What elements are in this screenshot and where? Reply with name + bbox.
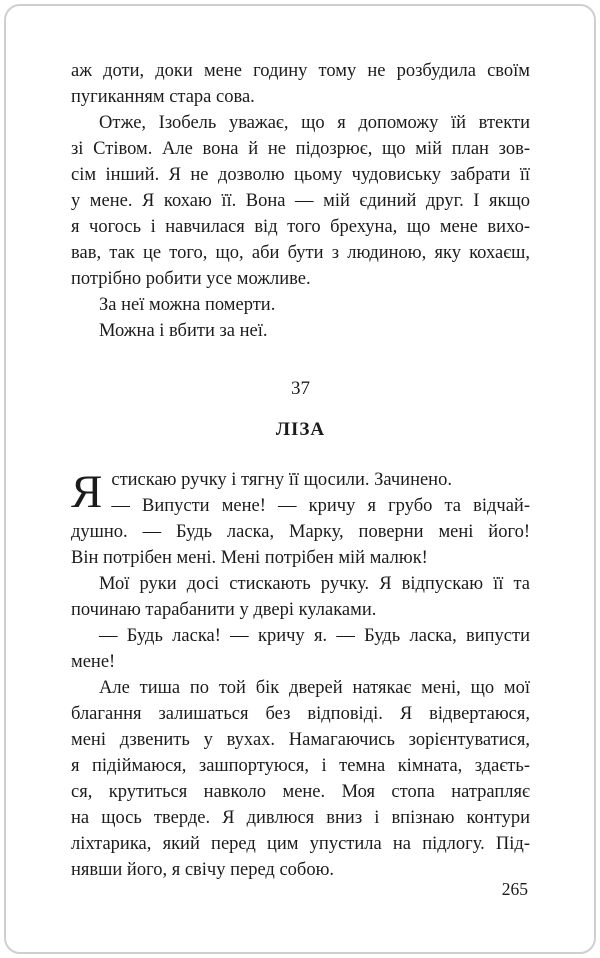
text-line: мені дзвенить у вухах. Намагаючись зорієнтуватися,	[71, 730, 530, 750]
text-line: стискаю ручку і тягну її щосили. Зачинено.	[111, 470, 452, 490]
text-line: зі Стівом. Але вона й не підозрює, що мій план зов-	[71, 139, 530, 159]
text-line: — Випусти мене! — кричу я грубо та відчай-	[111, 496, 530, 516]
page-number: 265	[501, 879, 528, 899]
text-line: благання залишаться без відповіді. Я відвертаюся,	[71, 704, 530, 724]
text-line: ліхтарика, який перед цим упустила на підлогу. Під-	[71, 834, 530, 854]
text-line: починаю тарабанити у двері кулаками.	[71, 600, 377, 620]
chapter-body	[71, 467, 530, 883]
text-line: на щось тверде. Я дивлюся вниз і впізнаю контури	[71, 808, 530, 828]
chapter-number: 37	[291, 378, 310, 399]
drop-cap: Я	[71, 466, 103, 518]
text-line: ся, крутиться навколо мене. Моя стопа натрапляє	[71, 782, 530, 802]
text-line: душно. — Будь ласка, Марку, поверни мені його!	[71, 522, 530, 542]
text-line: Але тиша по той бік дверей натякає мені, що мої	[99, 678, 530, 698]
text-line: я чогось і навчилася від того брехуна, що мене вихо-	[71, 217, 530, 237]
text-line: Він потрібен мені. Мені потрібен мій малюк!	[71, 548, 428, 568]
top-paragraphs	[71, 58, 530, 344]
text-line: Мої руки досі стискають ручку. Я відпускаю її та	[99, 574, 530, 594]
text-area	[71, 58, 530, 883]
text-line: нявши його, я свічу перед собою.	[71, 860, 335, 880]
text-line: За неї можна померти.	[99, 295, 276, 315]
text-line: я підіймаюся, зашпортуюся, і темна кімната, здаєть-	[71, 756, 530, 776]
text-line: пугиканням стара сова.	[71, 87, 255, 107]
text-line: Отже, Ізобель уважає, що я допоможу їй втекти	[99, 113, 530, 133]
text-line: — Будь ласка! — кричу я. — Будь ласка, випусти	[99, 626, 530, 646]
text-line: сім інший. Я не дозволю цьому чудовиську забрати її	[71, 165, 530, 185]
text-line: Можна і вбити за неї.	[99, 321, 268, 341]
text-line: мене!	[71, 652, 116, 672]
chapter-title: ЛІЗА	[275, 419, 326, 440]
text-line: аж доти, доки мене годину тому не розбудила своїм	[71, 61, 530, 81]
text-line: потрібно робити усе можливе.	[71, 269, 311, 289]
text-line: у мене. Я кохаю її. Вона — мій єдиний друг. І якщо	[71, 191, 530, 211]
text-line: вав, так це того, що, аби бути з людиною, яку кохаєш,	[71, 243, 530, 263]
